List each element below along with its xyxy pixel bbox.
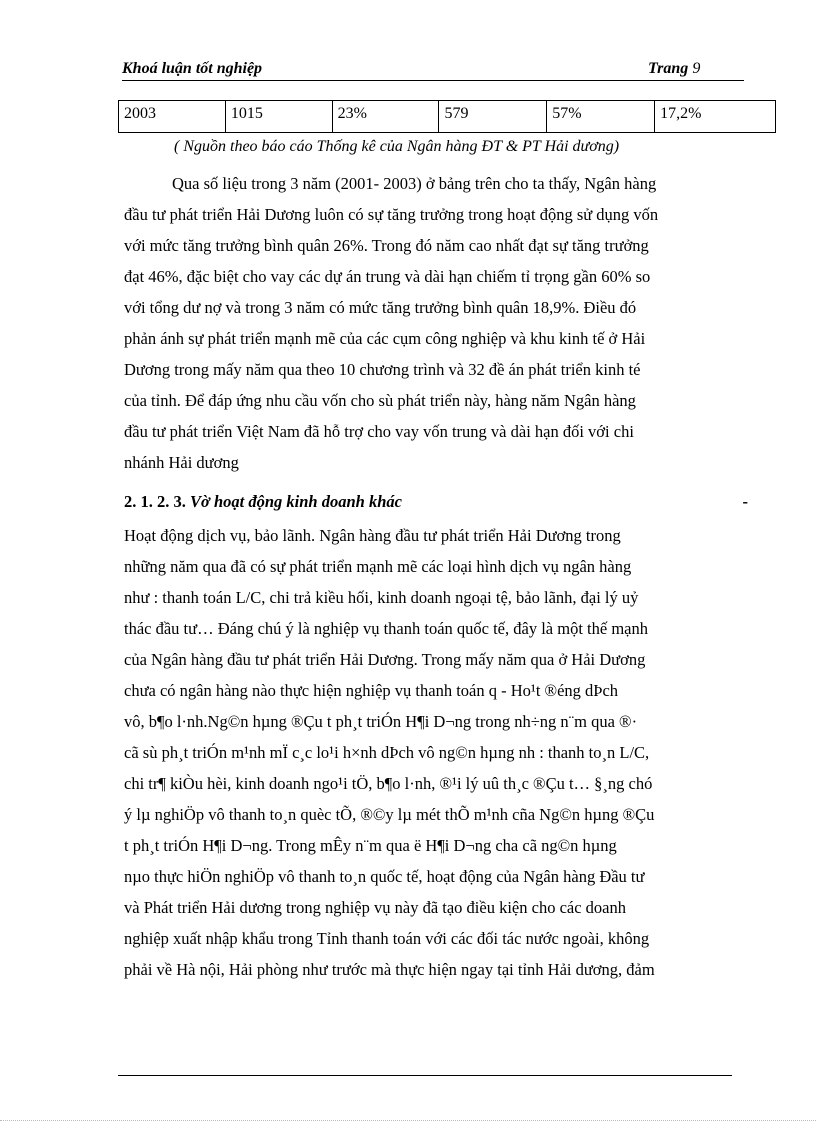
text-line: vô, b¶o l·nh.Ng©n hµng ®Çu t ph¸t triÓn H¶i D¬ng trong nh÷ng n¨m qua ®· <box>124 712 638 731</box>
document-title: Khoá luận tốt nghiệp <box>122 60 263 77</box>
text-line: Hoạt động dịch vụ, bảo lãnh. Ngân hàng đầu tư phát triển Hải Dương trong <box>124 526 621 545</box>
text-line: ý lµ nghiÖp vô thanh to¸n quèc tÕ, ®©y lµ mét thÕ m¹nh cña Ng©n hµng ®Çu <box>124 805 655 824</box>
heading-trailing-mark: - <box>742 492 748 511</box>
footer-divider <box>118 1075 732 1076</box>
text-line: Qua số liệu trong 3 năm (2001- 2003) ở bảng trên cho ta thấy, Ngân hàng <box>172 174 657 193</box>
section-heading <box>124 492 748 512</box>
paragraph-usage-analysis <box>124 168 748 478</box>
table-row <box>119 101 776 133</box>
table-cell: 2003 <box>119 101 226 133</box>
section-number: 2. 1. 2. 3. <box>124 492 186 511</box>
paragraph-services <box>124 520 748 985</box>
page-bottom-edge <box>0 1120 816 1121</box>
source-note: ( Nguồn theo báo cáo Thống kê của Ngân hàng ĐT & PT Hải dương) <box>174 138 620 155</box>
text-line: nghiệp xuất nhập khẩu trong Tỉnh thanh toán với các đối tác nước ngoài, không <box>124 929 650 948</box>
text-line: chưa có ngân hàng nào thực hiện nghiệp vụ thanh toán q - Ho¹t ®éng dÞch <box>124 681 619 700</box>
text-line: với mức tăng trưởng bình quân 26%. Trong đó năm cao nhất đạt sự tăng trưởng <box>124 236 649 255</box>
page-indicator <box>648 60 700 78</box>
page-label: Trang <box>648 60 689 77</box>
page-header <box>122 60 744 81</box>
text-line: của tỉnh. Để đáp ứng nhu cầu vốn cho sù phát triển này, hàng năm Ngân hàng <box>124 391 636 410</box>
text-line: Dương trong mấy năm qua theo 10 chương trình và 32 đề án phát triển kinh té <box>124 360 641 379</box>
text-line: và Phát triển Hải dương trong nghiệp vụ này đã tạo điều kiện cho các doanh <box>124 898 626 917</box>
text-line: thác đầu tư… Đáng chú ý là nghiệp vụ thanh toán quốc tế, đây là một thế mạnh <box>124 619 648 638</box>
text-line: với tổng dư nợ và trong 3 năm có mức tăng trưởng bình quân 18,9%. Điều đó <box>124 298 637 317</box>
table-cell: 57% <box>547 101 655 133</box>
text-line: đầu tư phát triển Việt Nam đã hỗ trợ cho vay vốn trung và dài hạn đối với chi <box>124 422 634 441</box>
table-cell: 579 <box>439 101 547 133</box>
text-line: chi tr¶ kiÒu hèi, kinh doanh ngo¹i tÖ, b¶o l·nh, ®¹i lý uû th¸c ®Çu t… §¸ng chó <box>124 774 653 793</box>
text-line: cã sù ph¸t triÓn m¹nh mÏ c¸c lo¹i h×nh dÞch vô ng©n hµng nh : thanh to¸n L/C, <box>124 743 650 762</box>
table-cell: 1015 <box>225 101 332 133</box>
text-line: t ph¸t triÓn H¶i D¬ng. Trong mÊy n¨m qua ë H¶i D¬ng cha cã ng©n hµng <box>124 836 617 855</box>
text-line: những năm qua đã có sự phát triển mạnh mẽ các loại hình dịch vụ ngân hàng <box>124 557 632 576</box>
text-line: đầu tư phát triển Hải Dương luôn có sự tăng trưởng trong hoạt động sử dụng vốn <box>124 205 659 224</box>
text-line: đạt 46%, đặc biệt cho vay các dự án trung và dài hạn chiếm tỉ trọng gần 60% so <box>124 267 651 286</box>
table-cell: 23% <box>332 101 439 133</box>
section-title: Vờ hoạt động kinh doanh khác <box>190 492 402 511</box>
text-line: phải về Hà nội, Hải phòng như trước mà thực hiện ngay tại tỉnh Hải dương, đảm <box>124 960 655 979</box>
statistics-table <box>118 100 776 133</box>
page-number: 9 <box>692 60 701 77</box>
text-line: của Ngân hàng đầu tư phát triển Hải Dương. Trong mấy năm qua ở Hải Dương <box>124 650 646 669</box>
text-line: nhánh Hải dương <box>124 453 239 472</box>
table-cell: 17,2% <box>655 101 776 133</box>
text-line: nµo thực hiÖn nghiÖp vô thanh to¸n quốc tế, hoạt động của Ngân hàng Đầu tư <box>124 867 645 886</box>
text-line: như : thanh toán L/C, chi trả kiều hối, kinh doanh ngoại tệ, bảo lãnh, đại lý uỷ <box>124 588 639 607</box>
text-line: phản ánh sự phát triển mạnh mẽ của các cụm công nghiệp và khu kinh tế ở Hải <box>124 329 646 348</box>
